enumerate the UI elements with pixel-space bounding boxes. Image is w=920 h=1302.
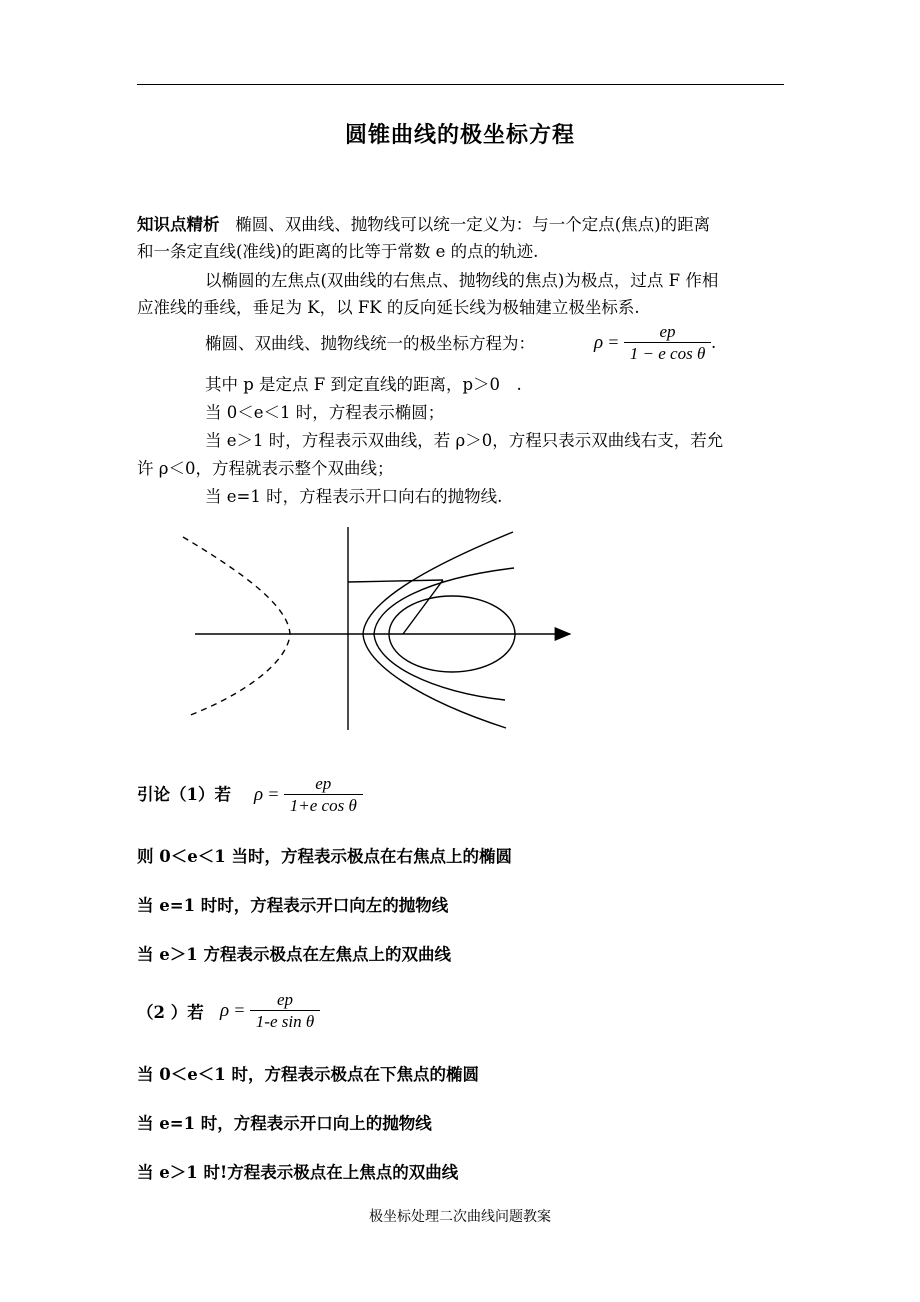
header-rule (137, 84, 784, 85)
intro-line-10: 当 e=1 时，方程表示开口向右的抛物线. (205, 487, 503, 506)
page-title: 圆锥曲线的极坐标方程 (344, 122, 575, 148)
corollary1-fraction (284, 774, 363, 817)
main-equation (594, 322, 716, 365)
intro-line-1 (137, 214, 710, 236)
corollary2-equation (220, 990, 320, 1033)
perpendicular-line (348, 580, 443, 582)
hyperbola-right-branch (363, 532, 513, 728)
intro-line-6: 其中 p 是定点 F 到定直线的距离，p＞0 . (205, 375, 522, 394)
corollary2-case-1: 当 0＜e＜1 时，方程表示极点在下焦点的椭圆 (137, 1065, 479, 1084)
intro-line-3: 以椭圆的左焦点(双曲线的右焦点、抛物线的焦点)为极点，过点 F 作相 (205, 271, 719, 290)
intro-label: 知识点精析 (137, 215, 220, 234)
corollary1-label: 引论（1）若 (137, 785, 231, 804)
equals-sign: = (608, 332, 619, 352)
fraction-numerator: ep (659, 322, 676, 341)
corollary1-case-3: 当 e＞1 方程表示极点在左焦点上的双曲线 (137, 945, 451, 964)
intro-line-4: 应准线的垂线，垂足为 K，以 FK 的反向延长线为极轴建立极坐标系. (137, 298, 640, 317)
corollary2-label: （2 ）若 (137, 1003, 204, 1022)
page-footer: 极坐标处理二次曲线问题教案 (369, 1209, 551, 1225)
intro-line-7: 当 0＜e＜1 时，方程表示椭圆； (205, 403, 445, 422)
intro-text-1: 椭圆、双曲线、抛物线可以统一定义为：与一个定点(焦点)的距离 (235, 215, 711, 234)
intro-line-9: 许 ρ＜0，方程就表示整个双曲线； (137, 459, 394, 478)
fraction-numerator: ep (276, 990, 293, 1009)
fraction-denominator: 1 − e cos θ (624, 342, 712, 365)
intro-line-8: 当 e＞1 时，方程表示双曲线，若 ρ＞0，方程只表示双曲线右支，若允 (205, 431, 724, 450)
intro-line-2: 和一条定直线(准线)的距离的比等于常数 e 的点的轨迹. (137, 242, 539, 261)
fraction-denominator: 1-e sin θ (250, 1010, 320, 1033)
corollary1-case-2: 当 e=1 时时，方程表示开口向左的抛物线 (137, 896, 449, 915)
equals-sign: = (268, 784, 279, 804)
ellipse-curve (389, 596, 515, 672)
fraction-denominator: 1+e cos θ (284, 794, 363, 817)
equation-period: . (711, 332, 716, 352)
fraction-numerator: ep (315, 774, 332, 793)
main-fraction (624, 322, 712, 365)
rho-symbol: ρ (220, 1000, 230, 1021)
focal-segment (403, 580, 443, 634)
corollary2-case-3: 当 e＞1 时!方程表示极点在上焦点的双曲线 (137, 1163, 459, 1182)
corollary2-case-2: 当 e=1 时，方程表示开口向上的抛物线 (137, 1114, 432, 1133)
equals-sign: = (234, 1000, 245, 1020)
rho-symbol: ρ (254, 784, 264, 805)
rho-symbol: ρ (594, 332, 604, 353)
corollary1-case-1: 则 0＜e＜1 当时，方程表示极点在右焦点上的椭圆 (137, 847, 512, 866)
parabola-curve (374, 568, 514, 700)
hyperbola-left-branch-dashed (183, 537, 290, 716)
corollary1-equation (254, 774, 363, 817)
corollary2-fraction (250, 990, 320, 1033)
intro-line-5: 椭圆、双曲线、抛物线统一的极坐标方程为： (205, 334, 535, 353)
